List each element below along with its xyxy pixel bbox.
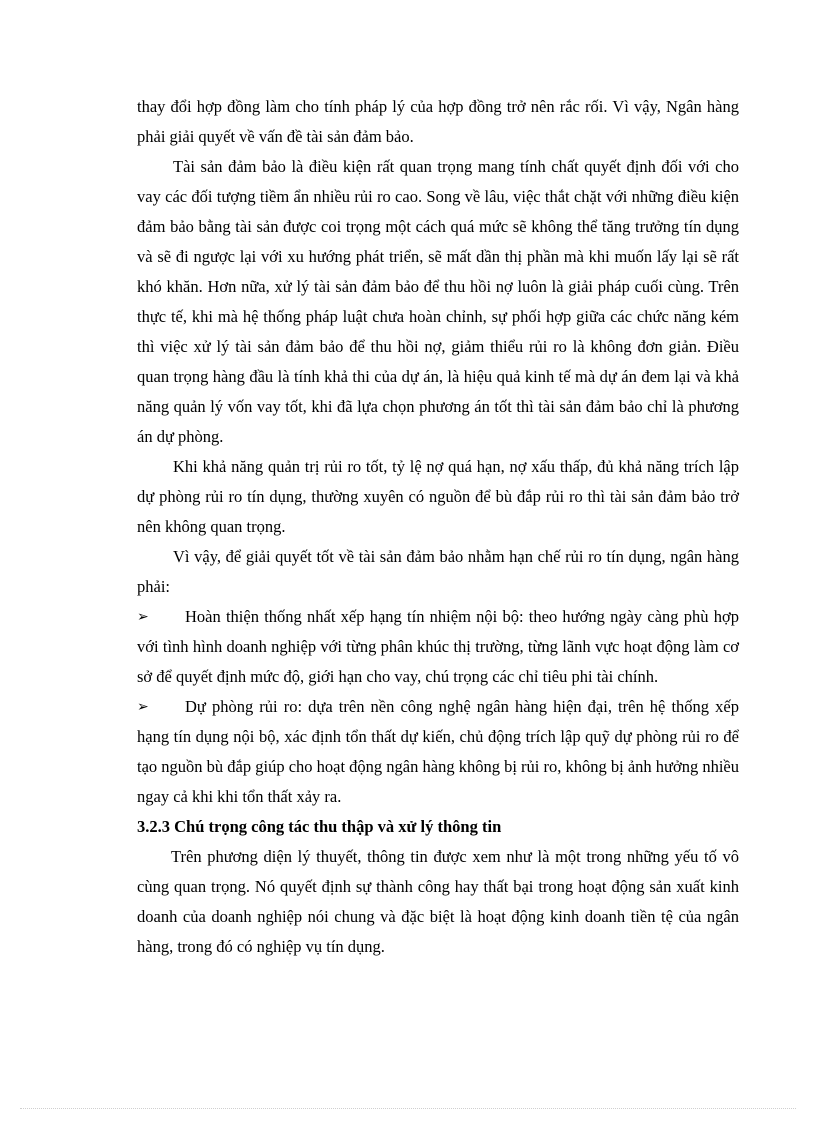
document-body <box>137 92 739 962</box>
arrow-bullet-icon: ➢ <box>137 699 149 715</box>
paragraph-bank-requirements: Vì vậy, để giải quyết tốt về tài sản đảm bảo nhằm hạn chế rủi ro tín dụng, ngân hàng phải: <box>137 547 739 596</box>
arrow-bullet-icon: ➢ <box>137 609 149 625</box>
bullet-item-credit-rating <box>137 602 739 692</box>
section-heading: 3.2.3 Chú trọng công tác thu thập và xử lý thông tin <box>137 817 502 836</box>
paragraph-collateral-importance: Tài sản đảm bảo là điều kiện rất quan trọng mang tính chất quyết định đối với cho vay các đối tượng tiềm ẩn nhiều rủi ro cao. Song về lâu, việc thắt chặt với những điều kiện đảm bảo bằng tài sản được coi trọng một cách quá mức sẽ không thể tăng trưởng tín dụng và sẽ đi ngược lại với xu hướng phát triển, sẽ mất dần thị phần mà khi muốn lấy lại sẽ rất khó khăn. Hơn nữa, xử lý tài sản đảm bảo để thu hồi nợ luôn là giải pháp cuối cùng. Trên thực tế, khi mà hệ thống pháp luật chưa hoàn chỉnh, sự phối hợp giữa các chức năng kém thì việc xử lý tài sản đảm bảo để thu hồi nợ, giảm thiểu rủi ro là không đơn giản. Điều quan trọng hàng đầu là tính khả thi của dự án, là hiệu quả kinh tế mà dự án đem lại và khả năng quản lý vốn vay tốt, khi đã lựa chọn phương án tốt thì tài sản đảm bảo chỉ là phương án dự phòng. <box>137 157 739 446</box>
paragraph-risk-management: Khi khả năng quản trị rủi ro tốt, tỷ lệ nợ quá hạn, nợ xấu thấp, đủ khả năng trích lập dự phòng rủi ro tín dụng, thường xuyên có nguồn để bù đắp rủi ro thì tài sản đảm bảo trở nên không quan trọng. <box>137 457 739 536</box>
bullet-text: Dự phòng rủi ro: dựa trên nền công nghệ ngân hàng hiện đại, trên hệ thống xếp hạng tín dụng nội bộ, xác định tổn thất dự kiến, chủ động trích lập quỹ dự phòng rủi ro để tạo nguồn bù đắp giúp cho hoạt động ngân hàng không bị rủi ro, không bị ảnh hưởng nhiều ngay cả khi khi tổn thất xảy ra. <box>137 697 739 806</box>
bullet-item-risk-provision <box>137 692 739 812</box>
paragraph-continuation: thay đổi hợp đồng làm cho tính pháp lý của hợp đồng trở nên rắc rối. Vì vậy, Ngân hàng phải giải quyết về vấn đề tài sản đảm bảo. <box>137 97 739 146</box>
page-bottom-divider <box>20 1108 796 1109</box>
bullet-text: Hoàn thiện thống nhất xếp hạng tín nhiệm nội bộ: theo hướng ngày càng phù hợp với tình hình doanh nghiệp với từng phân khúc thị trường, từng lãnh vực hoạt động làm cơ sở để quyết định mức độ, giới hạn cho vay, chú trọng các chỉ tiêu phi tài chính. <box>137 607 739 686</box>
paragraph-information: Trên phương diện lý thuyết, thông tin được xem như là một trong những yếu tố vô cùng quan trọng. Nó quyết định sự thành công hay thất bại trong hoạt động sản xuất kinh doanh của doanh nghiệp nói chung và đặc biệt là hoạt động kinh doanh tiền tệ của ngân hàng, trong đó có nghiệp vụ tín dụng. <box>137 847 739 956</box>
